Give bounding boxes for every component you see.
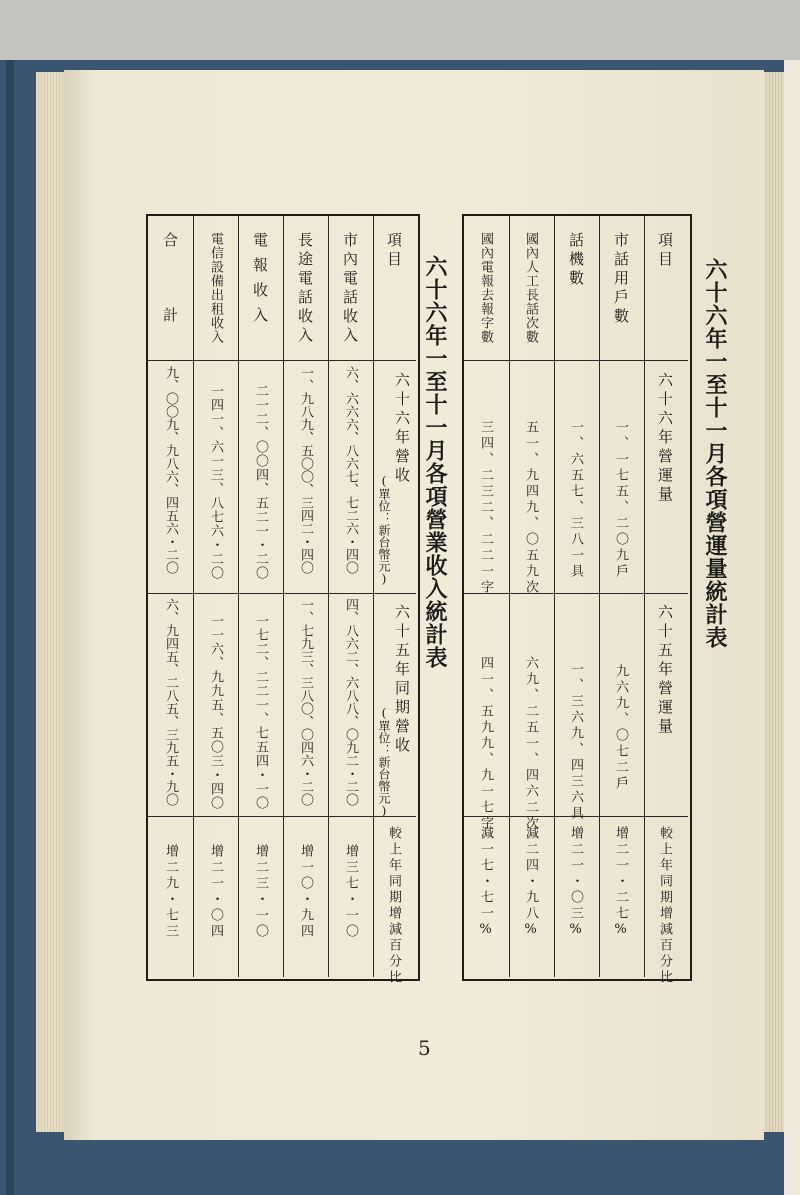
table1-header-y65: 六十五年營運量: [656, 604, 674, 737]
table2-cell-y65: 六、九四五、二八五、三九五・九〇: [163, 598, 178, 806]
table1-cell-change: 增二一・二七%: [613, 826, 628, 940]
table1-row-line: [464, 593, 688, 594]
table1-row-label: 市話用戶數: [612, 232, 630, 327]
table2-col-line: [238, 216, 239, 977]
table1-col-line: [554, 216, 555, 977]
table2-row-line: [148, 593, 416, 594]
page-number: 5: [418, 1036, 431, 1060]
table1-cell-y65: 一、三六九、四三六具: [568, 662, 583, 822]
table1-cell-y65: 六九、二五一、四六二次: [523, 656, 538, 832]
table2-row-line: [148, 816, 416, 817]
table1-cell-change: 減二四・九八%: [523, 826, 538, 940]
table2-cell-y65: 四、八六二、六八八、〇九二・二〇: [343, 598, 358, 806]
table2-row-label-total: 合計: [161, 232, 179, 382]
table2-cell-y65: 一一六、九九五、五〇三・四〇: [208, 614, 223, 810]
table2-header-item: 項目: [385, 232, 403, 270]
table2-cell-y65: 一七二、二二一、七五四・一〇: [253, 614, 268, 810]
table1-header-change: 較上年同期增減百分比: [657, 826, 672, 986]
table2-row-label: 市內電話收入: [341, 232, 359, 346]
background-top: [0, 0, 800, 62]
table1-row-label: 國內電報去報字數: [478, 232, 493, 344]
table2-row-line: [148, 360, 416, 361]
table1-cell-change: 減一七・七一%: [478, 826, 493, 940]
table2-row-label: 長途電話收入: [296, 232, 314, 346]
table2-cell-y66: 六、六六六、八六七、七二六・四〇: [343, 366, 358, 574]
table1-row-label: 話機數: [567, 232, 585, 289]
table1-row-line: [464, 360, 688, 361]
table1-col-line: [599, 216, 600, 977]
table2-cell-change: 增二一・〇四: [208, 844, 223, 940]
table2-cell-change: 增三七・一〇: [343, 844, 358, 940]
table1-header-y66: 六十六年營運量: [656, 372, 674, 505]
table2-cell-y66: 二一二、〇〇四、五二一・二〇: [253, 384, 268, 580]
table1-header-item: 項目: [656, 232, 674, 270]
table1-cell-y66: 五一、九四九、〇五九次: [523, 420, 538, 596]
table2-row-label: 電報收入: [251, 232, 269, 332]
table2-header-y65-unit: (單位：新台幣元): [377, 706, 391, 818]
table2-cell-change: 增二九・七三: [163, 844, 178, 940]
table1-col-line: [509, 216, 510, 977]
table2-row-label: 電信設備出租收入: [208, 232, 223, 344]
table1-cell-y66: 三四、二三二、二二一字: [478, 420, 493, 596]
table2-title: 六十六年一至十一月各項營業收入統計表: [422, 255, 448, 669]
table2-cell-change: 增二三・一〇: [253, 844, 268, 940]
table1-cell-y65: 九六九、〇七二戶: [613, 664, 628, 792]
table1-title: 六十六年一至十一月各項營運量統計表: [702, 258, 728, 649]
page-stack-right: [764, 72, 784, 1132]
table2-col-line: [193, 216, 194, 977]
table2-col-line: [283, 216, 284, 977]
table2-header-y65: 六十五年同期營收: [393, 604, 411, 756]
table1-cell-y65: 四一、五九九、九一七字: [478, 656, 493, 832]
table1-cell-y66: 一、一七五、二〇九戶: [613, 420, 628, 580]
cover-edge: [6, 60, 14, 1195]
table1-cell-y66: 一、六五七、三八一具: [568, 420, 583, 580]
table1-row-label: 國內人工長話次數: [523, 232, 538, 344]
table2-cell-y66: 一、九八九、五〇〇、三四二・四〇: [298, 366, 313, 574]
background-right: [784, 60, 800, 1195]
table2-cell-y65: 一、七九三、三八〇、〇四六・二〇: [298, 598, 313, 806]
table2-cell-y66: 一四一、六一三、八七六・二〇: [208, 384, 223, 580]
table2-col-line: [328, 216, 329, 977]
table1-cell-change: 增二一・〇三%: [568, 826, 583, 940]
table2-cell-change: 增一〇・九四: [298, 844, 313, 940]
table2-cell-y66: 九、〇〇九、九八六、四五六・二〇: [163, 366, 178, 574]
table2-header-y66: 六十六年營收: [393, 372, 411, 486]
table2-col-line: [373, 216, 374, 977]
table2-header-change: 較上年同期增減百分比: [386, 826, 401, 986]
table1-col-line: [644, 216, 645, 977]
table2-header-y66-unit: (單位：新台幣元): [377, 474, 391, 586]
